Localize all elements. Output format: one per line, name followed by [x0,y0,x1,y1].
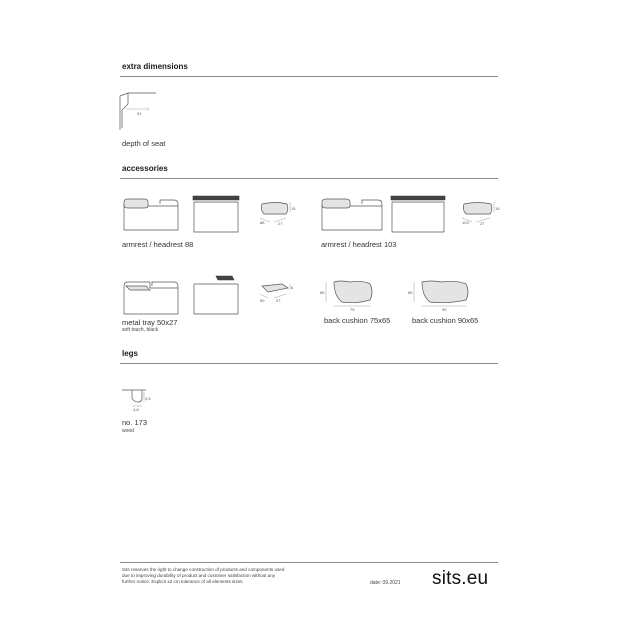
back-cushion-90-drawing [408,276,474,314]
footer-disclaimer-line: due to improving durability of product and customer satisfaction without any [122,573,276,578]
armrest-103-sofa-drawing [318,190,386,232]
section-title-accessories: accessories [122,164,168,173]
label-armrest-headrest-88: armrest / headrest 88 [122,240,194,249]
headrest-88-sofa-drawing [192,192,242,234]
depth-dim-label: 91 [137,111,142,116]
svg-text:15: 15 [291,206,296,211]
back-cushion-75-drawing [320,276,382,314]
svg-text:103: 103 [462,220,469,225]
section-title-extra-dimensions: extra dimensions [122,62,188,71]
footer-disclaimer-line: further notice. Explicit ±2 cm tolerance of all elements sizes. [122,579,244,584]
depth-of-seat-drawing [118,92,166,134]
svg-text:27: 27 [278,221,283,226]
divider [120,363,498,364]
armrest-88-cushion-drawing [256,198,298,226]
armrest-88-sofa-drawing [120,190,182,232]
sublabel-metal-tray: soft touch, black [122,327,159,333]
svg-text:3,5: 3,5 [145,396,151,401]
svg-text:27: 27 [276,298,281,303]
divider [120,76,498,77]
divider [120,178,498,179]
headrest-103-sofa-drawing [390,192,448,234]
svg-text:4,8: 4,8 [133,407,139,412]
label-back-cushion-75x65: back cushion 75x65 [324,316,391,325]
footer-divider [120,562,498,563]
metal-tray-drawing [256,280,298,306]
footer-date: date: 09.2021 [370,580,401,586]
svg-text:88: 88 [260,220,265,225]
footer-disclaimer [122,567,362,585]
label-armrest-headrest-103: armrest / headrest 103 [321,240,397,249]
svg-text:75: 75 [350,307,355,312]
svg-text:65: 65 [320,290,325,295]
label-back-cushion-90x65: back cushion 90x65 [412,316,479,325]
svg-text:6: 6 [291,285,294,290]
metal-tray-sofa-drawing [120,272,182,316]
svg-text:50: 50 [260,298,265,303]
label-metal-tray: metal tray 50x27 [122,318,178,327]
footer-disclaimer-line: Sits reserves the right to change construction of products and components used [122,567,285,572]
section-title-legs: legs [122,349,139,358]
metal-tray-sofa-side-drawing [192,272,242,316]
svg-text:65: 65 [408,290,413,295]
svg-text:90: 90 [442,307,447,312]
leg-no-173-drawing [120,380,160,414]
svg-text:15: 15 [495,206,500,211]
label-depth-of-seat: depth of seat [122,139,166,148]
brand-logo-text: sits.eu [432,568,489,589]
label-leg-no-173: no. 173 [122,418,148,427]
sublabel-leg-wood: wood [122,428,134,434]
armrest-103-cushion-drawing [458,198,502,226]
svg-text:27: 27 [480,221,485,226]
